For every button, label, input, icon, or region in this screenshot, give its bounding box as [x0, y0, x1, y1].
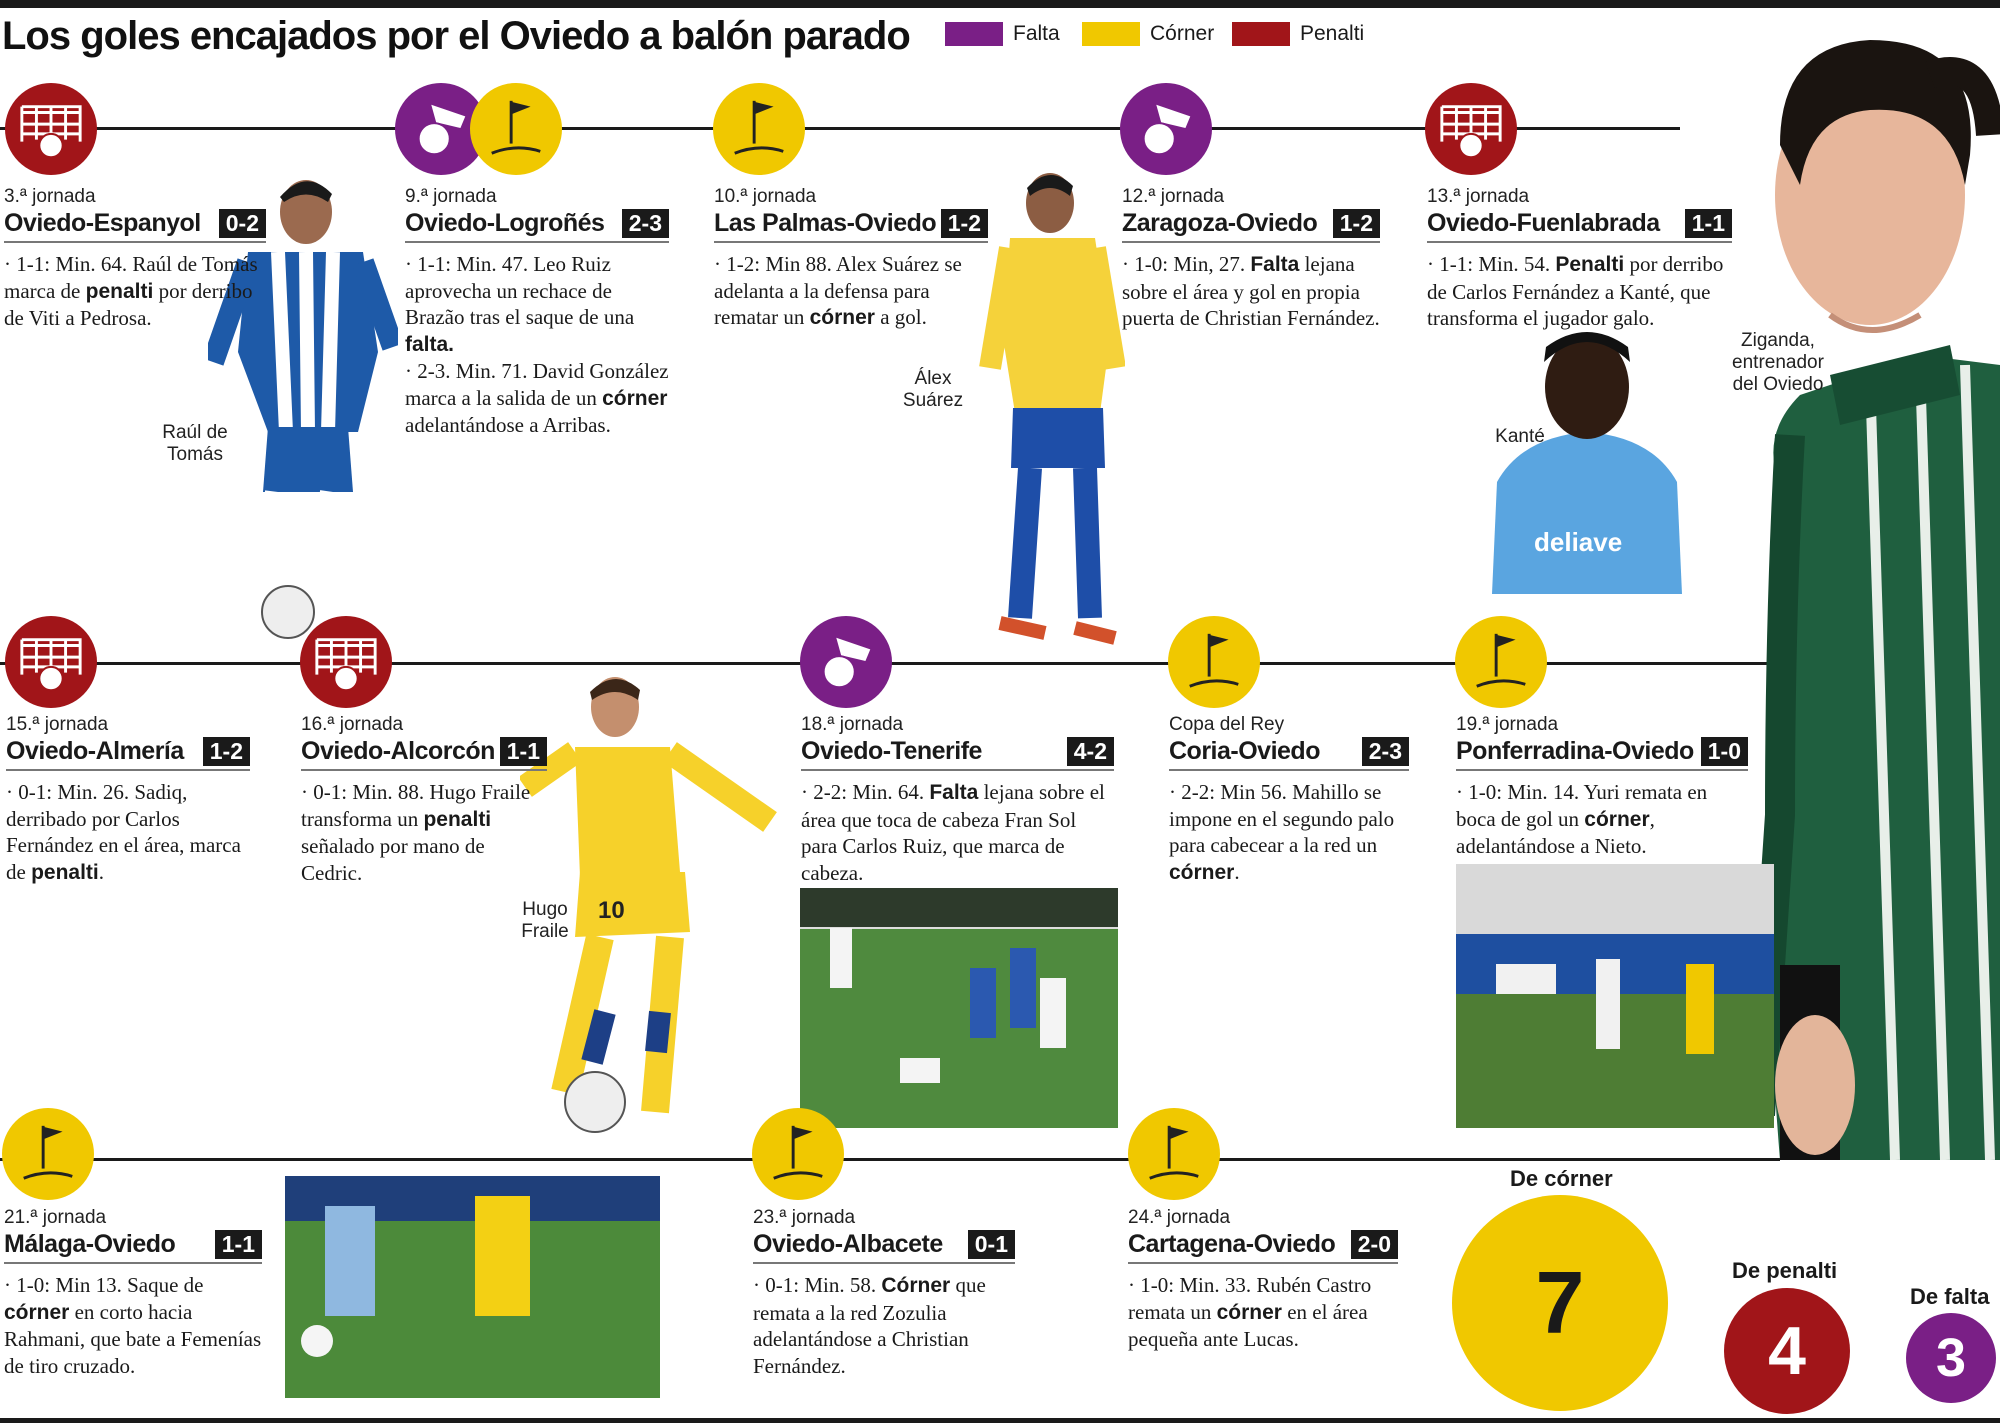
match-score: 2-0	[1351, 1230, 1398, 1259]
legend-swatch-penalti	[1232, 22, 1290, 46]
corner-flag-icon	[764, 1120, 832, 1188]
total-penalti-value: 4	[1768, 1313, 1806, 1389]
match-card	[405, 186, 669, 439]
goal-net-icon	[1437, 95, 1505, 163]
goal-description: · 0-1: Min. 26. Sadiq, derribado por Carlos Fernández en el área, marca de penalti.	[6, 780, 241, 884]
match-score: 1-1	[1685, 209, 1732, 238]
total-corner-circle	[1452, 1195, 1668, 1411]
legend-label-penalti: Penalti	[1300, 22, 1365, 45]
match-header	[6, 737, 250, 771]
corner-flag-icon	[1180, 628, 1248, 696]
match-header	[4, 1230, 262, 1264]
match-card	[1128, 1207, 1398, 1353]
type-badge-corner	[1168, 616, 1260, 708]
match-card	[4, 186, 266, 332]
type-badge-corner	[752, 1108, 844, 1200]
match-score: 1-2	[941, 209, 988, 238]
match-score: 2-3	[622, 209, 669, 238]
photo-ponferradina-oviedo	[1456, 864, 1774, 1128]
match-header	[1169, 737, 1409, 771]
legend-falta	[945, 22, 1060, 46]
total-falta-circle	[1906, 1313, 1996, 1403]
boot-ball-icon	[812, 628, 880, 696]
match-teams: Cartagena-Oviedo	[1128, 1230, 1336, 1258]
legend-label-falta: Falta	[1013, 22, 1060, 45]
bottom-rule	[0, 1418, 2000, 1423]
jornada-label: 18.ª jornada	[801, 714, 904, 735]
boot-ball-icon	[1132, 95, 1200, 163]
match-header	[753, 1230, 1015, 1264]
match-teams: Oviedo-Almería	[6, 737, 184, 765]
jornada-label: 3.ª jornada	[4, 186, 96, 207]
match-score: 1-1	[215, 1230, 262, 1259]
caption-raul-de-tomas: Raúl de Tomás	[162, 422, 228, 465]
type-badge-falta	[800, 616, 892, 708]
match-card	[1169, 714, 1409, 886]
goal-description: · 1-0: Min, 27. Falta lejana sobre el área y gol en propia puerta de Christian Fernández.	[1122, 252, 1380, 330]
photo-kante	[1482, 322, 1692, 594]
match-card	[301, 714, 547, 886]
jornada-label: 24.ª jornada	[1128, 1207, 1231, 1228]
match-teams: Las Palmas-Oviedo	[714, 209, 937, 237]
kante-shirt-sponsor: deliave	[1534, 527, 1623, 557]
match-card	[1456, 714, 1748, 860]
goal-net-icon	[17, 628, 85, 696]
match-teams: Coria-Oviedo	[1169, 737, 1320, 765]
caption-kante: Kanté	[1495, 426, 1545, 447]
caption-alex-suarez: Álex Suárez	[902, 368, 964, 411]
type-badge-penalti	[300, 616, 392, 708]
jornada-label: 16.ª jornada	[301, 714, 404, 735]
type-badge-penalti	[5, 83, 97, 175]
goal-description: · 1-1: Min. 54. Penalti por derribo de Carlos Fernández a Kanté, que transforma el jugador galo.	[1427, 252, 1724, 330]
total-falta-value: 3	[1935, 1328, 1967, 1388]
match-score: 2-3	[1362, 737, 1409, 766]
match-teams: Zaragoza-Oviedo	[1122, 209, 1318, 237]
match-header	[1427, 209, 1732, 243]
match-header	[301, 737, 547, 771]
match-card	[6, 714, 250, 886]
match-card	[801, 714, 1114, 886]
caption-hugo-fraile: Hugo Fraile	[521, 899, 569, 942]
match-header	[1128, 1230, 1398, 1264]
total-corner-label: De córner	[1510, 1166, 1613, 1191]
match-score: 0-1	[968, 1230, 1015, 1259]
photo-malaga-oviedo	[285, 1176, 660, 1398]
match-score: 1-2	[203, 737, 250, 766]
match-teams: Málaga-Oviedo	[4, 1230, 176, 1258]
total-falta-label: De falta	[1910, 1284, 1990, 1309]
corner-flag-icon	[1467, 628, 1535, 696]
match-header	[405, 209, 669, 243]
timeline-row-3	[0, 1158, 1780, 1161]
type-badge-penalti	[5, 616, 97, 708]
match-score: 1-1	[500, 737, 547, 766]
legend-swatch-falta	[945, 22, 1003, 46]
match-score: 1-2	[1333, 209, 1380, 238]
goal-description: · 0-1: Min. 88. Hugo Fraile transforma un penalti señalado por mano de Cedric.	[301, 780, 531, 885]
jornada-label: 13.ª jornada	[1427, 186, 1530, 207]
goal-description: · 2-2: Min. 64. Falta lejana sobre el área que toca de cabeza Fran Sol para Carlos Ruiz, que marca de cabeza.	[801, 780, 1105, 885]
goal-net-icon	[17, 95, 85, 163]
boot-ball-icon	[407, 95, 475, 163]
match-score: 1-0	[1701, 737, 1748, 766]
match-card	[1427, 186, 1732, 332]
match-score: 0-2	[219, 209, 266, 238]
match-card	[4, 1207, 262, 1379]
type-badge-corner	[2, 1108, 94, 1200]
jornada-label: 10.ª jornada	[714, 186, 817, 207]
jornada-label: 21.ª jornada	[4, 1207, 107, 1228]
type-badge-falta	[1120, 83, 1212, 175]
goal-net-icon	[312, 628, 380, 696]
goal-description: · 1-1: Min. 47. Leo Ruiz aprovecha un rechace de Brazão tras el saque de una falta. · 2-3. Min. 71. David González marca a la salida de un córner adelantándose a Arribas.	[405, 252, 669, 437]
corner-flag-icon	[725, 95, 793, 163]
legend-swatch-corner	[1082, 22, 1140, 46]
total-penalti-label: De penalti	[1732, 1258, 1838, 1283]
match-card	[753, 1207, 1015, 1379]
match-card	[1122, 186, 1380, 332]
match-header	[1122, 209, 1380, 243]
jornada-label: Copa del Rey	[1169, 714, 1285, 735]
match-score: 4-2	[1067, 737, 1114, 766]
hugo-shirt-number: 10	[598, 897, 625, 924]
jornada-label: 23.ª jornada	[753, 1207, 856, 1228]
legend-label-corner: Córner	[1150, 22, 1215, 45]
match-teams: Oviedo-Espanyol	[4, 209, 201, 237]
caption-ziganda: Ziganda, entrenador del Oviedo	[1732, 330, 1824, 395]
jornada-label: 9.ª jornada	[405, 186, 497, 207]
corner-flag-icon	[482, 95, 550, 163]
total-corner-value: 7	[1535, 1253, 1585, 1352]
match-teams: Oviedo-Albacete	[753, 1230, 943, 1258]
corner-flag-icon	[1140, 1120, 1208, 1188]
match-header	[1456, 737, 1748, 771]
goal-description: · 2-2: Min 56. Mahillo se impone en el segundo palo para cabecear a la red un córner.	[1169, 780, 1395, 884]
total-penalti-circle	[1724, 1288, 1850, 1414]
type-badge-penalti	[1425, 83, 1517, 175]
photo-oviedo-tenerife	[800, 888, 1118, 1128]
goal-description: · 1-1: Min. 64. Raúl de Tomás marca de penalti por derribo de Viti a Pedrosa.	[4, 252, 258, 330]
match-card	[714, 186, 988, 332]
goal-description: · 1-0: Min. 33. Rubén Castro remata un córner en el área pequeña ante Lucas.	[1128, 1273, 1372, 1351]
match-header	[801, 737, 1114, 771]
match-teams: Oviedo-Alcorcón	[301, 737, 495, 765]
goal-description: · 1-0: Min. 14. Yuri remata en boca de gol un córner, adelantándose a Nieto.	[1456, 780, 1708, 858]
jornada-label: 15.ª jornada	[6, 714, 109, 735]
jornada-label: 12.ª jornada	[1122, 186, 1225, 207]
photo-alex-suarez	[975, 168, 1125, 648]
type-badge-corner	[470, 83, 562, 175]
corner-flag-icon	[14, 1120, 82, 1188]
match-header	[4, 209, 266, 243]
type-badge-corner	[713, 83, 805, 175]
goal-description: · 1-2: Min 88. Alex Suárez se adelanta a la defensa para rematar un córner a gol.	[714, 252, 962, 329]
type-badge-corner	[1455, 616, 1547, 708]
goal-description: · 1-0: Min 13. Saque de córner en corto hacia Rahmani, que bate a Femenías de tiro cruzado.	[4, 1273, 262, 1378]
top-rule	[0, 0, 2000, 8]
match-teams: Ponferradina-Oviedo	[1456, 737, 1694, 765]
match-teams: Oviedo-Tenerife	[801, 737, 982, 765]
match-header	[714, 209, 988, 243]
jornada-label: 19.ª jornada	[1456, 714, 1559, 735]
page-title: Los goles encajados por el Oviedo a balón parado	[2, 14, 910, 58]
legend-corner	[1082, 22, 1214, 46]
match-teams: Oviedo-Fuenlabrada	[1427, 209, 1660, 237]
goal-description: · 0-1: Min. 58. Córner que remata a la red Zozulia adelantándose a Christian Fernández.	[753, 1273, 986, 1378]
type-badge-corner	[1128, 1108, 1220, 1200]
match-teams: Oviedo-Logroñés	[405, 209, 605, 237]
legend-penalti	[1232, 22, 1364, 46]
